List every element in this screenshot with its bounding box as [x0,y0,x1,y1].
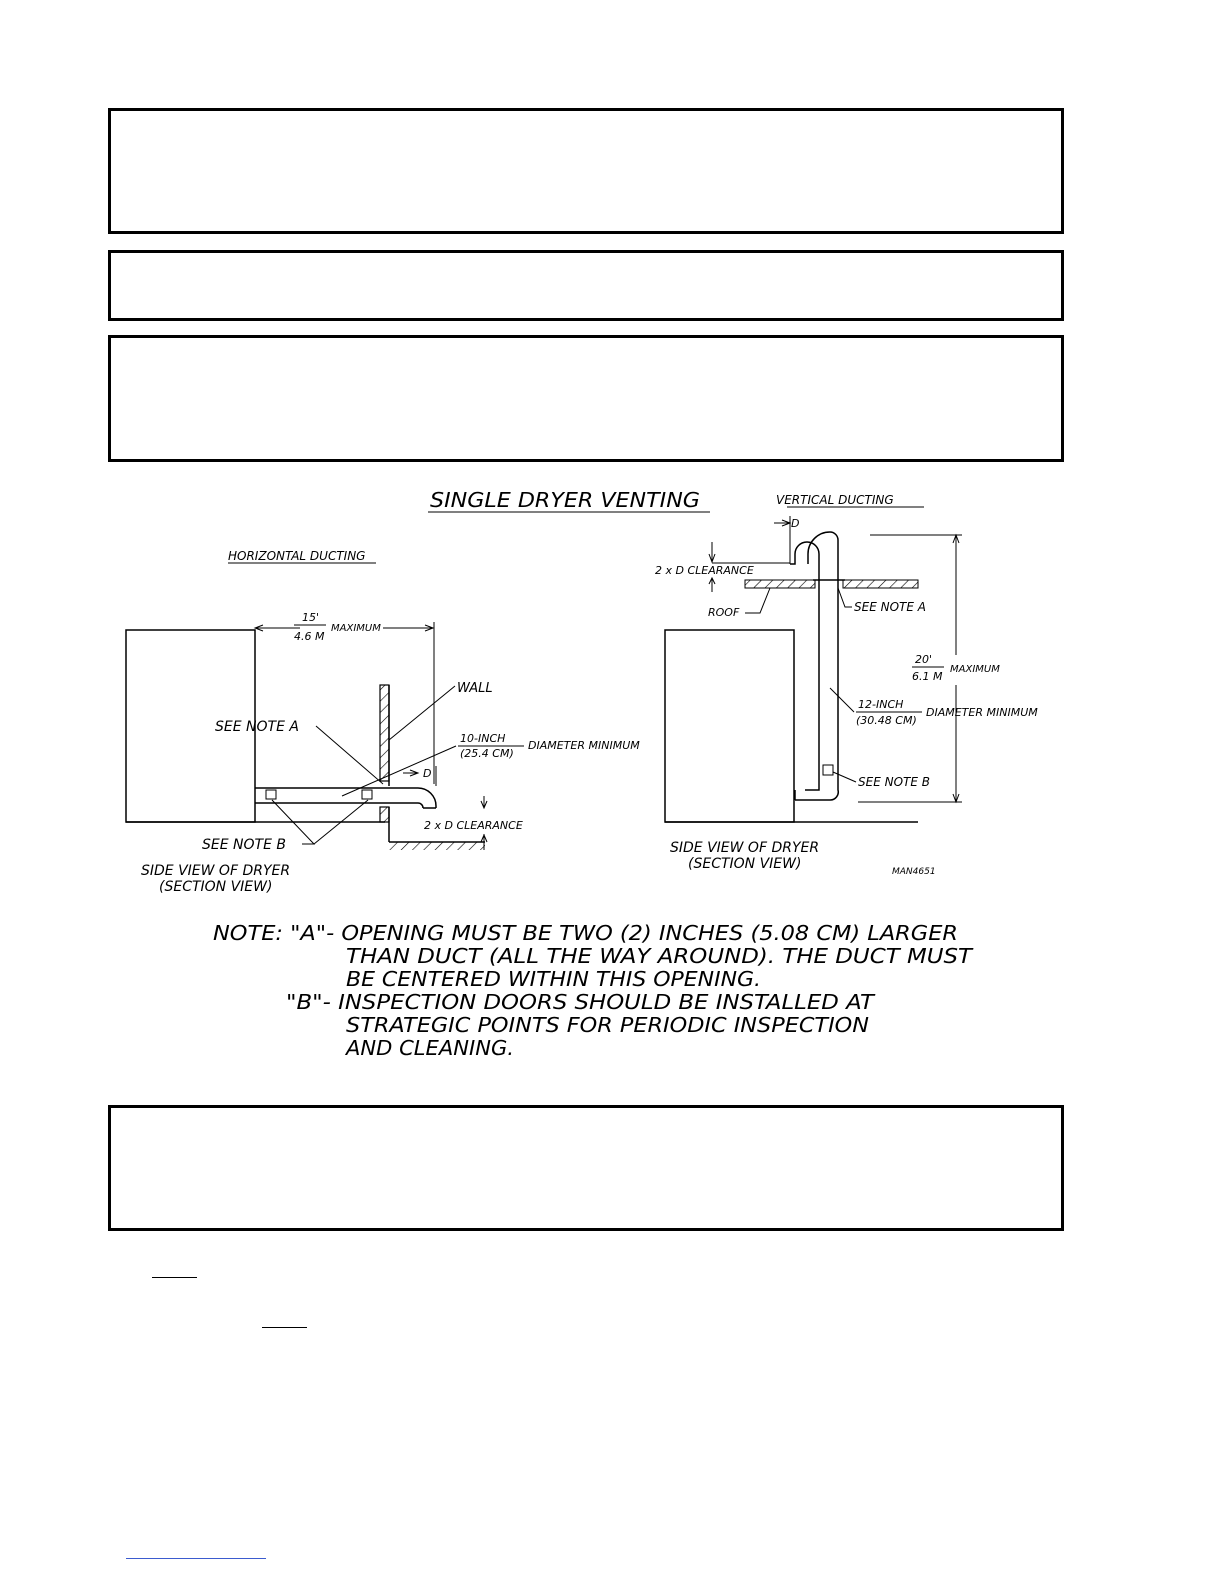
vertical-note-b: SEE NOTE B [858,775,930,789]
vertical-side-view-1: SIDE VIEW OF DRYER [670,840,820,856]
vertical-side-view-2: (SECTION VIEW) [688,856,802,872]
vertical-heading: VERTICAL DUCTING [776,493,894,507]
note-line-4: "B"- INSPECTION DOORS SHOULD BE INSTALLED AT [286,990,877,1014]
vertical-clearance: 2 x D CLEARANCE [655,564,754,577]
note-underline-1 [152,1277,197,1278]
note-underline-2 [262,1327,307,1328]
dryer-body-vertical [665,630,794,822]
notice-box-4 [108,1105,1064,1231]
drawing-reference: MAN4651 [892,867,936,877]
horizontal-side-view-2: (SECTION VIEW) [159,879,273,895]
vertical-dia-word: DIAMETER MINIMUM [926,706,1038,719]
horizontal-clearance: 2 x D CLEARANCE [424,819,523,832]
note-line-3: BE CENTERED WITHIN THIS OPENING. [346,967,761,991]
notice-box-2 [108,250,1064,321]
horizontal-side-view-1: SIDE VIEW OF DRYER [141,863,291,879]
horizontal-heading: HORIZONTAL DUCTING [228,549,366,563]
note-line-2: THAN DUCT (ALL THE WAY AROUND). THE DUCT MUST [346,944,975,968]
wall-label: WALL [457,681,493,696]
horizontal-note-b: SEE NOTE B [202,837,286,853]
venting-diagram [0,470,1225,1070]
inspection-door-1 [266,790,276,799]
vertical-max-word: MAXIMUM [950,664,1000,675]
roof-section [745,580,815,588]
inspection-door-3 [823,765,833,775]
horizontal-dia-den: (25.4 CM) [460,747,514,760]
horizontal-max-den: 4.6 M [294,630,325,643]
notice-box-1 [108,108,1064,234]
vertical-dia-den: (30.48 CM) [856,714,917,727]
horizontal-dia-word: DIAMETER MINIMUM [528,739,640,752]
horizontal-max-word: MAXIMUM [331,623,381,634]
vertical-max-num: 20' [915,653,933,666]
horizontal-note-a: SEE NOTE A [215,719,299,735]
vertical-max-den: 6.1 M [912,670,943,683]
notice-box-3 [108,335,1064,462]
vertical-d: D [791,517,800,530]
note-line-1: NOTE: "A"- OPENING MUST BE TWO (2) INCHES (5.08 CM) LARGER [213,921,958,945]
vertical-roof: ROOF [708,606,740,619]
wall-section [380,685,389,781]
inspection-door-2 [362,790,372,799]
vertical-note-a: SEE NOTE A [854,600,926,614]
vertical-dia-num: 12-INCH [858,698,904,711]
horizontal-max-num: 15' [302,611,320,624]
horizontal-dia-num: 10-INCH [460,732,506,745]
footer-link-line[interactable] [126,1558,266,1559]
note-line-6: AND CLEANING. [343,1036,514,1060]
horizontal-d: D [423,767,432,780]
diagram-title: SINGLE DRYER VENTING [430,488,700,512]
note-line-5: STRATEGIC POINTS FOR PERIODIC INSPECTION [346,1013,870,1037]
